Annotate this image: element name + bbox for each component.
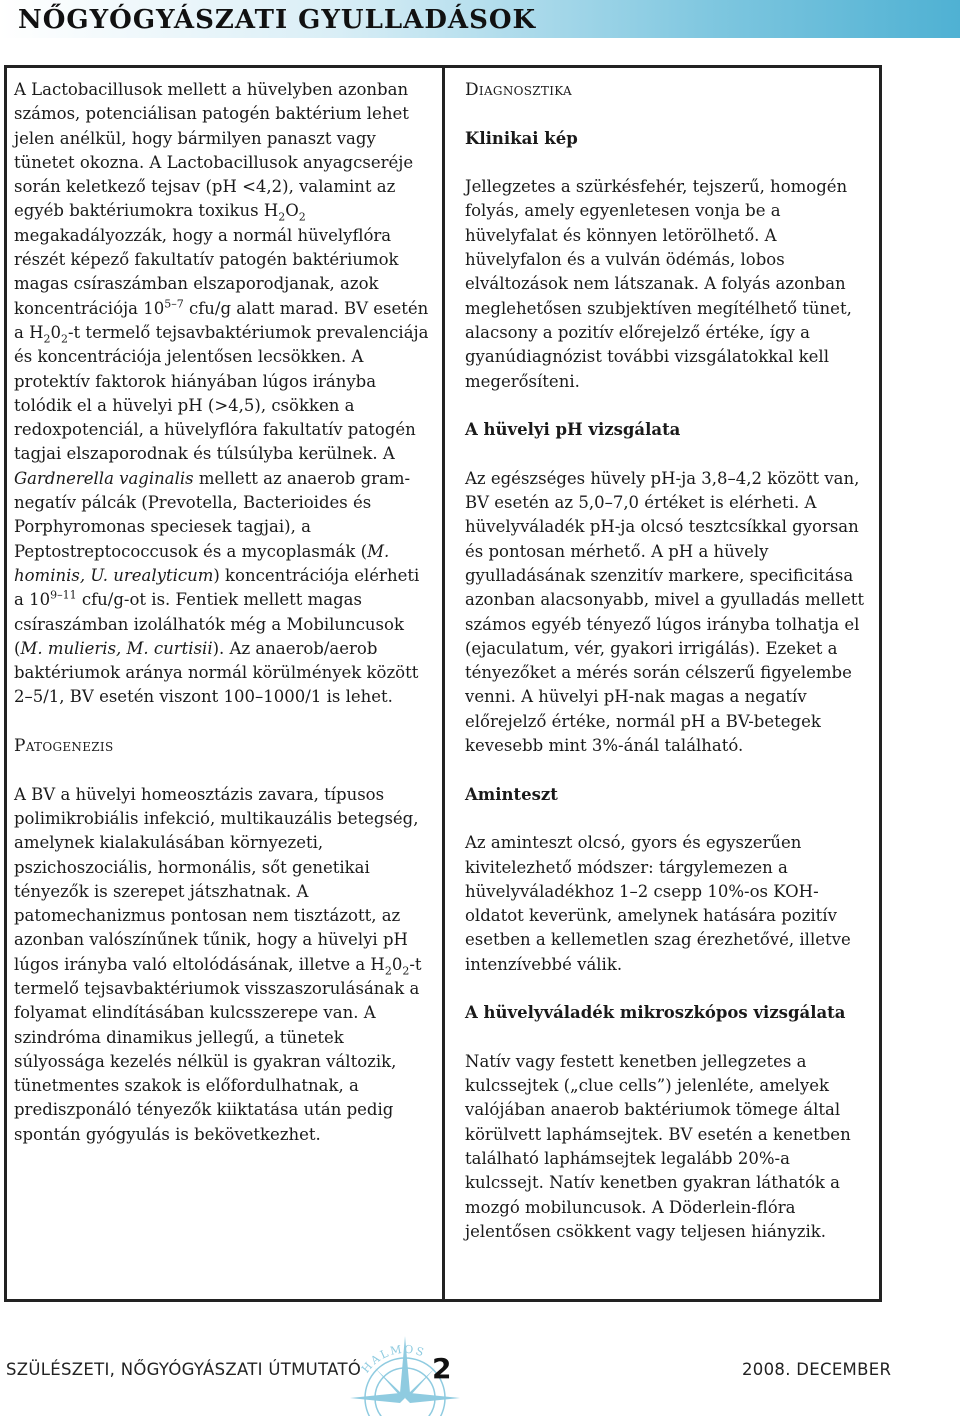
section-title-patogenezis: Patogenezis xyxy=(14,736,114,757)
klinikai-paragraph: Jellegzetes a szürkésfehér, tejszerű, homogén folyás, amely egyenletesen vonja be a hüvelyfalat és könnyen letörölhető. A hüvelyfalon és a vulván ödémás, lobos elváltozások nem látszanak. A folyás azonban meglehetősen szubjektíven megítélhető tünet, alacsony a pozitív előrejelző értéke, így a gyanúdiagnózist további vizsgálatokkal kell megerősíteni. xyxy=(465,177,852,391)
footer-publication-title: SZÜLÉSZETI, NŐGYÓGYÁSZATI ÚTMUTATÓ xyxy=(6,1360,362,1379)
page-number: 2 xyxy=(432,1352,452,1385)
aminteszt-paragraph: Az aminteszt olcsó, gyors és egyszerűen kivitelezhető módszer: tárgylemezen a hüvelyváladékhoz 1–2 csepp 10%-os KOH-oldatot keverünk, amelynek hatására pozitív esetben a kellemetlen szag érezhetővé, illetve intenzívebbé válik. xyxy=(465,833,851,974)
column-divider xyxy=(442,65,445,1302)
compass-text: HALMOS xyxy=(359,1342,428,1376)
intro-paragraph: A Lactobacillusok mellett a hüvelyben azonban számos, potenciálisan patogén baktérium lehet jelen anélkül, hogy bármilyen panaszt vagy tünetet okozna. A Lactobacillusok anyagcseréje során keletkező tejsav (pH <4,2), valamint az egyéb baktériumokra toxikus $H_2O_2$ megakadályozzák, hogy a normál hüvelyflóra részét képező fakultatív patogén baktériumok magas csíraszámban elszaporodjanak, azok koncentrációja 10$^{5-7}$ cfu/g alatt marad. BV esetén a $H_20_2-t$ termelő tejsavbaktériumok prevalenciája és koncentrációja jelentősen lecsökken. A protektív faktorok hiányában lúgos irányba tolódik el a hüvelyi pH (>4,5), csökken a redoxpotenciál, a hüvelyflóra fakultatív patogén tagjai elszaporodnak és túlsúlyba kerülnek. A Gardnerella vaginalis mellett az anaerob gram-negatív pálcák (Prevotella, Bacterioides és Porphyromonas speciesek tagjai), a Peptostreptococcusok és a mycoplasmák (M. hominis, U. urealyticum) koncentrációja elérheti a 10$^{9-11}$ cfu/g-ot is. Fentiek mellett magas csíraszámban izolálhatók még a Mobiluncusok (M. mulieris, M. curtisii). Az anaerob/aerob baktériumok aránya normál körülmények között 2–5/1, BV esetén viszont 100–1000/1 is lehet. xyxy=(14,80,429,707)
patogenezis-paragraph: A BV a hüvelyi homeosztázis zavara, típusos polimikrobiális infekció, multikauzális betegség, amelynek kialakulásában környezeti, pszichoszociális, hormonális, sőt genetikai tényezők is szerepet játszhatnak. A patomechanizmus pontosan nem tisztázott, az azonban valószínűnek tűnik, hogy a hüvelyi pH lúgos irányba való eltolódásának, illetve a $H_20_2-t$ termelő tejsavbaktériumok visszaszorulásának a folyamat elindításában kulcsszerepe van. A szindróma dinamikus jellegű, a tünetek súlyossága kezelés nélkül is gyakran változik, tünetmentes szakok is előfordulhatnak, a prediszponáló tényezők kiiktatása után pedig spontán gyógyulás is bekövetkezhet. xyxy=(14,784,422,1144)
footer-date: 2008. DECEMBER xyxy=(742,1360,892,1379)
right-column xyxy=(465,78,870,1244)
subsection-title-aminteszt: Aminteszt xyxy=(465,784,558,804)
page-footer xyxy=(0,1318,960,1416)
section-title-diagnosztika: Diagnosztika xyxy=(465,80,573,100)
mikroszkopos-paragraph: Natív vagy festett kenetben jellegzetes a kulcssejtek („clue cells”) jelenléte, amelyek valójában anaerob baktériumok tömege által körülvett laphámsejtek. BV esetén a kenetben található laphámsejtek legalább 20%-a kulcssejt. Natív kenetben gyakran láthatók a mozgó mobiluncusok. A Döderlein-flóra jelentősen csökkent vagy teljesen hiányzik. xyxy=(465,1051,851,1241)
page-header-title: NŐGYÓGYÁSZATI GYULLADÁSOK xyxy=(18,5,537,35)
subsection-title-ph: A hüvelyi pH vizsgálata xyxy=(465,420,681,440)
page-header-band xyxy=(0,0,960,38)
subsection-title-klinikai: Klinikai kép xyxy=(465,128,578,148)
left-column xyxy=(14,78,434,1147)
ph-paragraph: Az egészséges hüvely pH-ja 3,8–4,2 között van, BV esetén az 5,0–7,0 értéket is elérheti. A hüvelyváladék pH-ja olcsó tesztcsíkkal gyorsan és pontosan mérhető. A pH a hüvely gyulladásának szenzitív markere, specificitása azonban alacsonyabb, mivel a gyulladás mellett számos egyéb tényező lúgos irányba tolhatja el (ejaculatum, vér, gyakori irrigálás). Ezeket a tényezőket a mérés során célszerű figyelembe venni. A hüvelyi pH-nak magas a negatív előrejelző értéke, normál pH a BV-betegek kevesebb mint 3%-ánál található. xyxy=(465,468,864,756)
subsection-title-mikroszkopos: A hüvelyváladék mikroszkópos vizsgálata xyxy=(465,1003,846,1023)
